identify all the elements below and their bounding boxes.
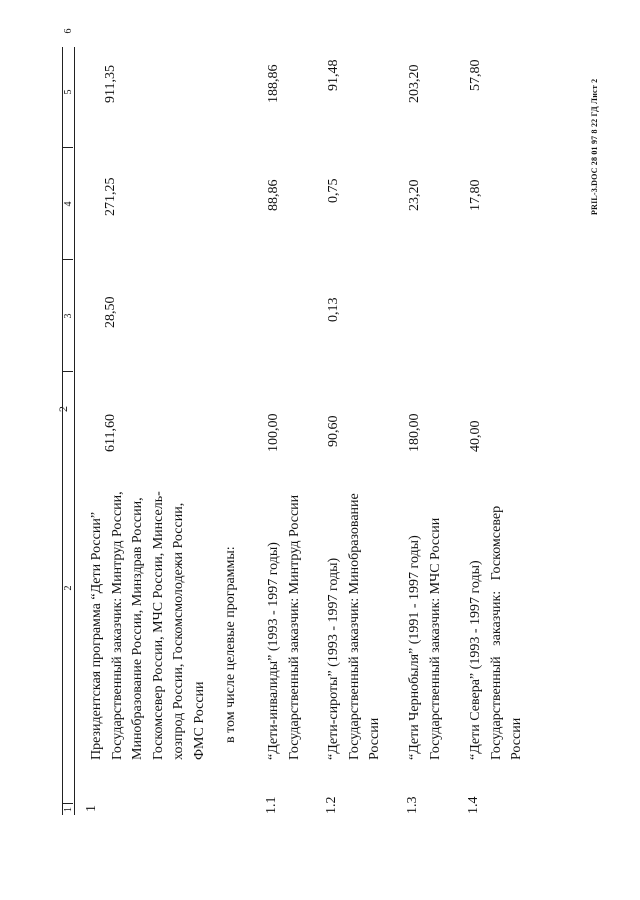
row-1-col-3: 611,60 <box>103 414 118 452</box>
row-1-2-col-6: 91,48 <box>326 59 341 91</box>
row-number-1: 1 <box>84 805 99 812</box>
row-1-line: Госкомсевер России, МЧС России, Минсель- <box>150 491 166 760</box>
row-1-4-col-3: 40,00 <box>468 420 483 452</box>
row-1-2-line: России <box>367 717 382 760</box>
column-header-2: 2 <box>62 585 74 591</box>
row-1-3-col-3: 180,00 <box>407 413 422 452</box>
row-1-4-col-6: 57,80 <box>468 59 483 91</box>
row-1-col-4: 28,50 <box>103 296 118 328</box>
row-1-line: хозпрод России, Госкомсмолодежи России, <box>171 502 186 760</box>
column-header-1: 1 <box>62 807 74 812</box>
column-header-3: 3 <box>62 313 74 319</box>
column-header-5: 5 <box>62 89 74 95</box>
column-header-4: 4 <box>62 201 74 207</box>
column-header-6: 6 <box>62 28 74 34</box>
row-number-1-1: 1.1 <box>264 796 279 814</box>
row-1-4-line: Государственный заказчик: Госкомсевер <box>488 505 504 760</box>
row-1-2-description <box>324 392 386 760</box>
row-number-1-4: 1.4 <box>466 796 481 814</box>
page-number: 2 <box>56 406 70 412</box>
subheading: в том числе целевые программы: <box>223 546 238 743</box>
row-1-1-col-6: 188,86 <box>266 64 281 103</box>
row-1-col-6: 911,35 <box>103 65 118 103</box>
footer-file-stamp: PRIL-3.DOC 28 01 97 8 22 ГД Лист 2 <box>590 78 599 215</box>
row-1-line: Президентская программа “Дети России” <box>89 511 104 760</box>
row-1-2-col-3: 90,60 <box>326 415 341 447</box>
row-1-col-5: 271,25 <box>103 177 118 216</box>
row-1-line: Минобразование России, Минздрав России, <box>130 497 145 760</box>
row-1-4-line: России <box>509 717 524 760</box>
row-1-1-line: Государственный заказчик: Минтруд России <box>286 494 302 760</box>
row-1-1-col-5: 88,86 <box>266 179 281 211</box>
row-1-1-col-3: 100,00 <box>266 413 281 452</box>
row-1-2-line: “Дети-сироты” (1993 - 1997 годы) <box>326 557 341 760</box>
row-1-3-col-5: 23,20 <box>407 179 422 211</box>
row-1-3-line: “Дети Чернобыля” (1991 - 1997 годы) <box>407 535 422 760</box>
row-1-2-col-4: 0,13 <box>326 297 341 322</box>
row-1-line: Государственный заказчик: Минтруд России, <box>109 491 125 760</box>
row-number-1-2: 1.2 <box>324 796 339 814</box>
row-1-4-col-5: 17,80 <box>468 179 483 211</box>
table-header-rule <box>74 47 75 815</box>
row-1-3-line: Государственный заказчик: МЧС России <box>427 517 443 760</box>
row-1-4-line: “Дети Севера” (1993 - 1997 годы) <box>468 560 483 760</box>
row-1-1-line: “Дети-инвалиды” (1993 - 1997 годы) <box>266 542 281 760</box>
row-1-2-col-5: 0,75 <box>326 178 341 203</box>
row-1-line: ФМС России <box>191 681 207 760</box>
row-1-3-col-6: 203,20 <box>407 64 422 103</box>
row-1-2-line: Государственный заказчик: Минобразование <box>346 493 362 760</box>
row-number-1-3: 1.3 <box>405 796 420 814</box>
